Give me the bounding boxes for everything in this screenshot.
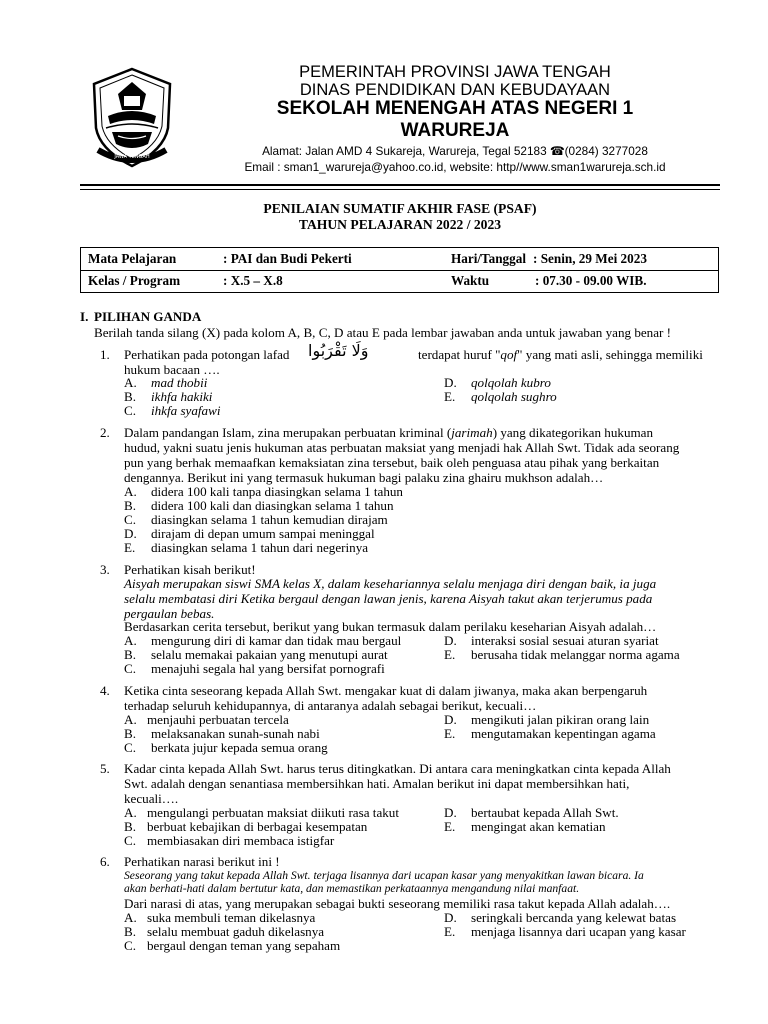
date-value: : Senin, 29 Mei 2023	[533, 251, 647, 266]
question-intro: Perhatikan narasi berikut ini !	[124, 854, 280, 869]
option-letter: D.	[444, 633, 457, 648]
question-line: Swt. adalah dengan senantiasa membersihkan hati. Amalan berikut ini dapat membersihkan hati,	[124, 776, 630, 791]
question-line: Ketika cinta seseorang kepada Allah Swt. mengakar kuat di dalam jiwanya, maka akan berpengaruh	[124, 683, 648, 698]
option-letter: C.	[124, 740, 137, 755]
header-email: Email : sman1_warureja@yahoo.co.id, website: http//www.sman1warureja.sch.id	[244, 160, 666, 174]
section-number: I.	[80, 309, 89, 324]
question-text	[124, 761, 714, 806]
option-letter: C.	[124, 833, 137, 848]
question-number: 2.	[100, 425, 110, 440]
question-text: Perhatikan pada potongan lafad	[124, 347, 290, 362]
time-value: : 07.30 - 09.00 WIB.	[535, 273, 647, 288]
option-text: mengulangi perbuatan maksiat diikuti rasa takut	[147, 805, 399, 820]
option-letter: A.	[124, 633, 137, 648]
option-letter: E.	[444, 726, 456, 741]
option-text: membiasakan diri membaca istigfar	[147, 833, 335, 848]
exam-year: TAHUN PELAJARAN 2022 / 2023	[298, 217, 502, 232]
story-text	[124, 869, 714, 895]
option-letter: B.	[124, 498, 137, 513]
question-text-continued: hukum bacaan ….	[124, 362, 220, 377]
option-text: mengikuti jalan pikiran orang lain	[471, 712, 650, 727]
option-letter: C.	[124, 512, 137, 527]
logo-caption: JAWA TENGAH	[114, 154, 150, 160]
question-line: Dalam pandangan Islam, zina merupakan perbuatan kriminal (jarimah) yang dikategorikan hukuman	[124, 425, 654, 440]
question-line: pun yang berhak memaafkan kemaksiatan zina tersebut, baik oleh penguasa atau pihak yang berkaitan	[124, 455, 660, 470]
option-text: dirajam di depan umum sampai meninggal	[151, 526, 375, 541]
question-line: kecuali….	[124, 791, 179, 806]
arabic-phrase: وَلَا تَقْرَبُوا	[308, 341, 369, 360]
option-text: bertaubat kepada Allah Swt.	[471, 805, 619, 820]
option-letter: E.	[124, 540, 136, 555]
story-text	[124, 576, 714, 621]
option-text: qolqolah kubro	[471, 375, 551, 390]
option-text: interaksi sosial sesuai aturan syariat	[471, 633, 659, 648]
option-letter: D.	[444, 805, 457, 820]
question-line: terhadap seluruh kehidupannya, di antaranya adalah sebagai berikut, kecuali…	[124, 698, 537, 713]
option-text: selalu memakai pakaian yang menutupi aurat	[151, 647, 388, 662]
table-divider	[81, 270, 718, 271]
option-letter: E.	[444, 924, 456, 939]
option-letter: A.	[124, 484, 137, 499]
option-text: menjauhi perbuatan tercela	[147, 712, 289, 727]
option-letter: D.	[444, 712, 457, 727]
option-text: mengingat akan kematian	[471, 819, 606, 834]
option-text: menajuhi segala hal yang bersifat pornografi	[151, 661, 385, 676]
term-qof: qof	[500, 347, 518, 362]
question-text	[124, 683, 714, 713]
option-letter: C.	[124, 938, 137, 953]
exam-info-table	[80, 247, 719, 293]
option-letter: A.	[124, 712, 137, 727]
option-letter: B.	[124, 389, 137, 404]
option-text: qolqolah sughro	[471, 389, 557, 404]
option-text: ikhfa hakiki	[151, 389, 213, 404]
option-text: seringkali bercanda yang kelewat batas	[471, 910, 677, 925]
option-text: diasingkan selama 1 tahun dari negerinya	[151, 540, 369, 555]
header-department: DINAS PENDIDIKAN DAN KEBUDAYAAN	[299, 81, 611, 99]
story-line: Aisyah merupakan siswi SMA kelas X, dalam kesehariannya selalu menjaga diri dengan baik, ia juga	[124, 576, 657, 591]
option-text: mad thobii	[151, 375, 208, 390]
header-school-city: WARUREJA	[400, 120, 510, 141]
option-text: selalu membuat gaduh dikelasnya	[147, 924, 325, 939]
option-letter: B.	[124, 924, 137, 939]
option-text: berbuat kebajikan di berbagai kesempatan	[147, 819, 368, 834]
jawa-tengah-emblem-logo	[88, 66, 176, 170]
class-value: : X.5 – X.8	[223, 273, 283, 288]
option-text: mengurung diri di kamar dan tidak mau bergaul	[151, 633, 402, 648]
question-line: dengannya. Berikut ini yang termasuk hukuman bagi palaku zina ghairu mukhson adalah…	[124, 470, 604, 485]
option-text: diasingkan selama 1 tahun kemudian dirajam	[151, 512, 388, 527]
question-number: 5.	[100, 761, 110, 776]
date-label: Hari/Tanggal	[451, 251, 526, 266]
header-rule-thin	[80, 189, 720, 190]
question-text-continued: terdapat huruf "qof" yang mati asli, sehingga memiliki	[418, 347, 703, 362]
header-rule-thick	[80, 184, 720, 186]
header-address: Alamat: Jalan AMD 4 Sukareja, Warureja, Tegal 52183 ☎(0284) 3277028	[262, 144, 648, 158]
option-text: ihkfa syafawi	[151, 403, 221, 418]
option-text: suka membuli teman dikelasnya	[147, 910, 316, 925]
option-text: berusaha tidak melanggar norma agama	[471, 647, 680, 662]
question-number: 4.	[100, 683, 110, 698]
option-text: didera 100 kali dan diasingkan selama 1 tahun	[151, 498, 394, 513]
question-number: 6.	[100, 854, 110, 869]
option-letter: B.	[124, 647, 137, 662]
question-text: Dari narasi di atas, yang merupakan sebagai bukti seseorang memiliki rasa takut kepada Allah adalah….	[124, 896, 671, 911]
subject-label: Mata Pelajaran	[88, 251, 177, 266]
option-letter: B.	[124, 726, 137, 741]
header-government: PEMERINTAH PROVINSI JAWA TENGAH	[299, 63, 611, 81]
option-text: didera 100 kali tanpa diasingkan selama 1 tahun	[151, 484, 403, 499]
question-line: Kadar cinta kepada Allah Swt. harus terus ditingkatkan. Di antara cara meningkatkan cinta kepada Allah	[124, 761, 671, 776]
subject-value: : PAI dan Budi Pekerti	[223, 251, 352, 266]
option-letter: D.	[444, 910, 457, 925]
option-text: berkata jujur kepada semua orang	[151, 740, 328, 755]
section-instruction: Berilah tanda silang (X) pada kolom A, B, C, D atau E pada lembar jawaban anda untuk jawaban yang benar !	[94, 325, 672, 340]
story-line: pergaulan bebas.	[124, 606, 215, 621]
header-school-name: SEKOLAH MENENGAH ATAS NEGERI 1	[276, 98, 634, 119]
option-text: mengutamakan kepentingan agama	[471, 726, 656, 741]
option-letter: E.	[444, 819, 456, 834]
time-label: Waktu	[451, 273, 490, 288]
option-letter: A.	[124, 375, 137, 390]
option-text: menjaga lisannya dari ucapan yang kasar	[471, 924, 686, 939]
option-text: melaksanakan sunah-sunah nabi	[151, 726, 320, 741]
question-number: 1.	[100, 347, 110, 362]
option-letter: A.	[124, 910, 137, 925]
class-label: Kelas / Program	[88, 273, 181, 288]
option-letter: D.	[124, 526, 137, 541]
option-letter: D.	[444, 375, 457, 390]
question-text: Berdasarkan cerita tersebut, berikut yang bukan termasuk dalam perilaku keseharian Aisyah adalah…	[124, 619, 657, 634]
option-text: bergaul dengan teman yang sepaham	[147, 938, 341, 953]
exam-title: PENILAIAN SUMATIF AKHIR FASE (PSAF)	[263, 201, 537, 216]
story-line: Seseorang yang takut kepada Allah Swt. terjaga lisannya dari ucapan kasar yang menyakitkan lawan bicara. Ia	[124, 869, 644, 882]
question-intro: Perhatikan kisah berikut!	[124, 562, 256, 577]
story-line: akan berhati-hati dalam bertutur kata, dan memastikan perkataannya mengandung nilai manfaat.	[124, 882, 580, 895]
option-letter: C.	[124, 661, 137, 676]
question-number: 3.	[100, 562, 110, 577]
section-title: PILIHAN GANDA	[94, 309, 202, 324]
option-letter: B.	[124, 819, 137, 834]
question-line: hudud, yakni suatu jenis hukuman atas perbuatan maksiat yang menjadi hak Allah Swt. Tidak ada seorang	[124, 440, 680, 455]
story-line: selalu membatasi diri Ketika bergaul dengan lawan jenis, karena Aisyah takut akan terjerumus pada	[124, 591, 653, 606]
question-text	[124, 425, 714, 485]
option-letter: C.	[124, 403, 137, 418]
option-letter: E.	[444, 647, 456, 662]
option-letter: A.	[124, 805, 137, 820]
option-letter: E.	[444, 389, 456, 404]
